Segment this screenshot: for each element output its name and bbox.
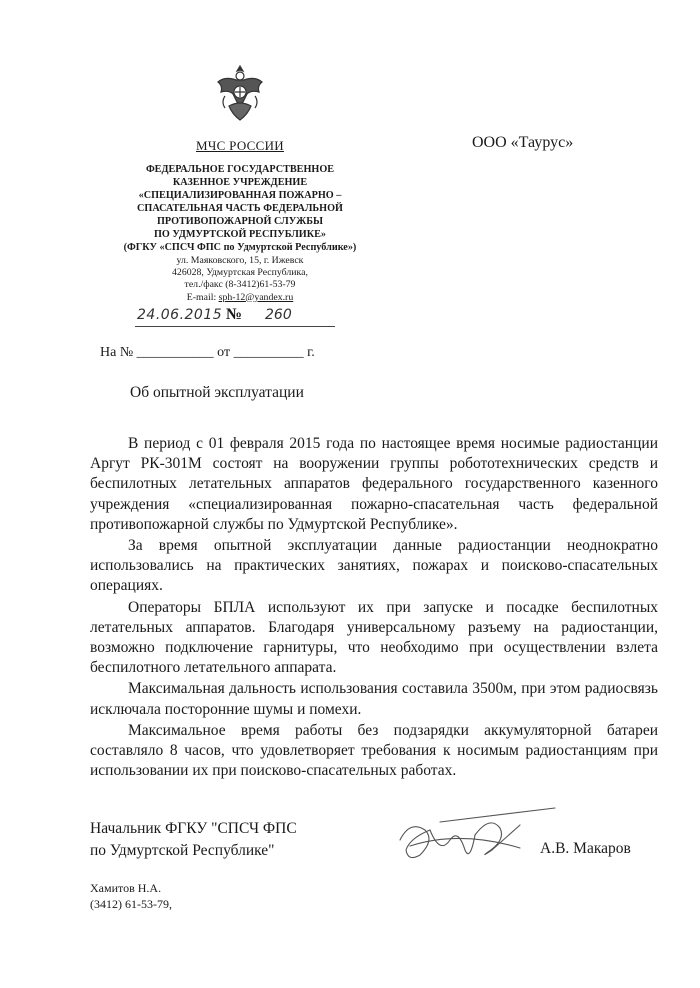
- org-line: ПО УДМУРТСКОЙ РЕСПУБЛИКЕ»: [153, 229, 327, 240]
- org-line: КАЗЕННОЕ УЧРЕЖДЕНИЕ: [172, 177, 308, 188]
- registration-date: 24.06.2015: [137, 307, 223, 323]
- address-line: тел./факс (8-3412)61-53-79: [184, 279, 296, 291]
- signatory-title-line: Начальник ФГКУ "СПСЧ ФПС: [90, 820, 297, 837]
- org-line: ПРОТИВОПОЖАРНОЙ СЛУЖБЫ: [157, 216, 323, 227]
- organization-name: [95, 163, 385, 254]
- body-paragraph: Максимальная дальность использования составила 3500м, при этом радиосвязь исключала посторонние шумы и помехи.: [90, 680, 658, 718]
- org-line: «СПЕЦИАЛИЗИРОВАННАЯ ПОЖАРНО –: [138, 190, 342, 201]
- org-line: СПАСАТЕЛЬНАЯ ЧАСТЬ ФЕДЕРАЛЬНОЙ: [137, 203, 343, 214]
- body-paragraph: Операторы БПЛА используют их при запуске и посадке беспилотных летательных аппаратов. Благодаря универсальному разъему на радиостанции, возможно подключение гарнитуры, что необходимо при осуществлении взлета беспилотного летательного аппарата.: [90, 598, 658, 677]
- email-label: E-mail:: [186, 291, 219, 303]
- executor-name: Хамитов Н.А.: [90, 881, 162, 895]
- letter-body: [90, 434, 658, 781]
- address-line: ул. Маяковского, 15, г. Ижевск: [176, 255, 304, 266]
- registration-underline: [135, 326, 335, 327]
- body-paragraph: За время опытной эксплуатации данные радиостанции неоднократно использовались на практических занятиях, пожарах и поисково-спасательных операциях.: [90, 537, 658, 595]
- letter-subject: Об опытной эксплуатации: [130, 384, 304, 401]
- recipient: ООО «Таурус»: [472, 134, 574, 151]
- number-sign: №: [226, 306, 243, 323]
- handwritten-signature-icon: [380, 800, 560, 880]
- emercom-eagle-emblem-icon: [215, 62, 265, 124]
- registration-number: 260: [265, 307, 292, 323]
- registration-line: [135, 307, 335, 329]
- ministry-name: МЧС РОССИИ: [196, 138, 284, 153]
- org-line: (ФГКУ «СПСЧ ФПС по Удмуртской Республике»): [123, 242, 357, 253]
- email-line: [160, 292, 320, 304]
- executor-info: [90, 880, 172, 912]
- body-paragraph: Максимальное время работы без подзарядки аккумуляторной батареи составляло 8 часов, что удовлетворяет требования к носимым радиостанциям при использовании их при поисково-спасательных работах.: [90, 721, 658, 780]
- body-paragraph: В период с 01 февраля 2015 года по настоящее время носимые радиостанции Аргут РК-301М состоят на вооружении группы робототехнических средств и беспилотных летательных аппаратов федерального государственного казенного учреждения «специализированная пожарно-спасательная часть федеральной противопожарной службы по Удмуртской Республике».: [90, 435, 658, 533]
- signatory-title-line: по Удмуртской Республике": [90, 842, 275, 859]
- signatory-name: А.В. Макаров: [540, 840, 631, 857]
- organization-address: [160, 255, 320, 304]
- reply-reference-line: На № ___________ от __________ г.: [100, 345, 315, 360]
- email-link[interactable]: sph-12@yandex.ru: [218, 291, 294, 303]
- executor-phone: (3412) 61-53-79,: [90, 897, 172, 911]
- signatory-title: [90, 818, 297, 862]
- address-line: 426028, Удмуртская Республика,: [172, 267, 308, 279]
- org-line: ФЕДЕРАЛЬНОЕ ГОСУДАРСТВЕННОЕ: [145, 164, 335, 175]
